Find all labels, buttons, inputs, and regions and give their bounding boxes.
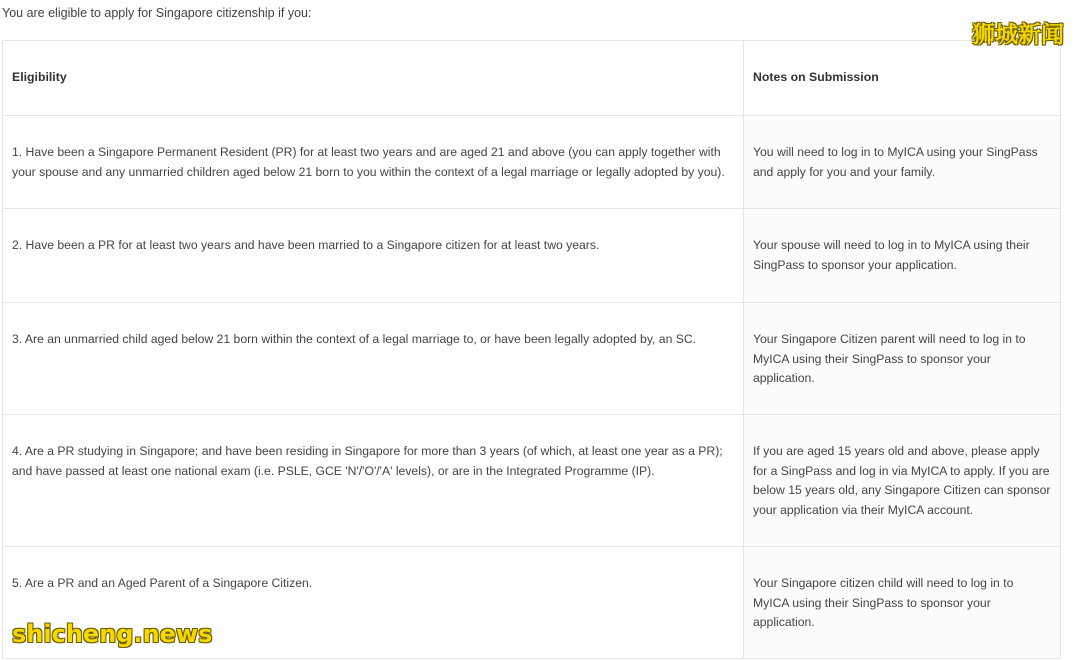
table-row [3, 209, 1061, 303]
notes-cell: You will need to log in to MyICA using your SingPass and apply for you and your family. [744, 116, 1061, 209]
eligibility-cell: 2. Have been a PR for at least two years and have been married to a Singapore citizen for at least two years. [3, 209, 744, 303]
eligibility-table [2, 40, 1061, 659]
watermark-cn: 狮城新闻 [972, 22, 1064, 48]
eligibility-cell: 3. Are an unmarried child aged below 21 born within the context of a legal marriage to, or have been legally adopted by, an SC. [3, 303, 744, 415]
watermark-en: shicheng.news [12, 620, 213, 648]
notes-cell: Your Singapore citizen child will need to log in to MyICA using their SingPass to sponsor your application. [744, 547, 1061, 659]
table-row [3, 116, 1061, 209]
table-row [3, 303, 1061, 415]
notes-cell: If you are aged 15 years old and above, please apply for a SingPass and log in via MyICA to apply. If you are below 15 years old, any Singapore Citizen can sponsor your application via their MyICA account. [744, 415, 1061, 547]
header-notes: Notes on Submission [744, 41, 1061, 116]
eligibility-cell: 5. Are a PR and an Aged Parent of a Singapore Citizen. [3, 547, 744, 659]
eligibility-cell: 4. Are a PR studying in Singapore; and have been residing in Singapore for more than 3 years (of which, at least one year as a PR); and have passed at least one national exam (i.e. PSLE, GCE 'N'/'O'/'A' levels), or are in the Integrated Programme (IP). [3, 415, 744, 547]
header-eligibility: Eligibility [3, 41, 744, 116]
table-header-row [3, 41, 1061, 116]
notes-cell: Your Singapore Citizen parent will need to log in to MyICA using their SingPass to sponsor your application. [744, 303, 1061, 415]
eligibility-cell: 1. Have been a Singapore Permanent Resident (PR) for at least two years and are aged 21 and above (you can apply together with your spouse and any unmarried children aged below 21 born to you within the context of a legal marriage or legally adopted by you). [3, 116, 744, 209]
table-row [3, 415, 1061, 547]
intro-text: You are eligible to apply for Singapore citizenship if you: [2, 6, 312, 20]
notes-cell: Your spouse will need to log in to MyICA using their SingPass to sponsor your application. [744, 209, 1061, 303]
